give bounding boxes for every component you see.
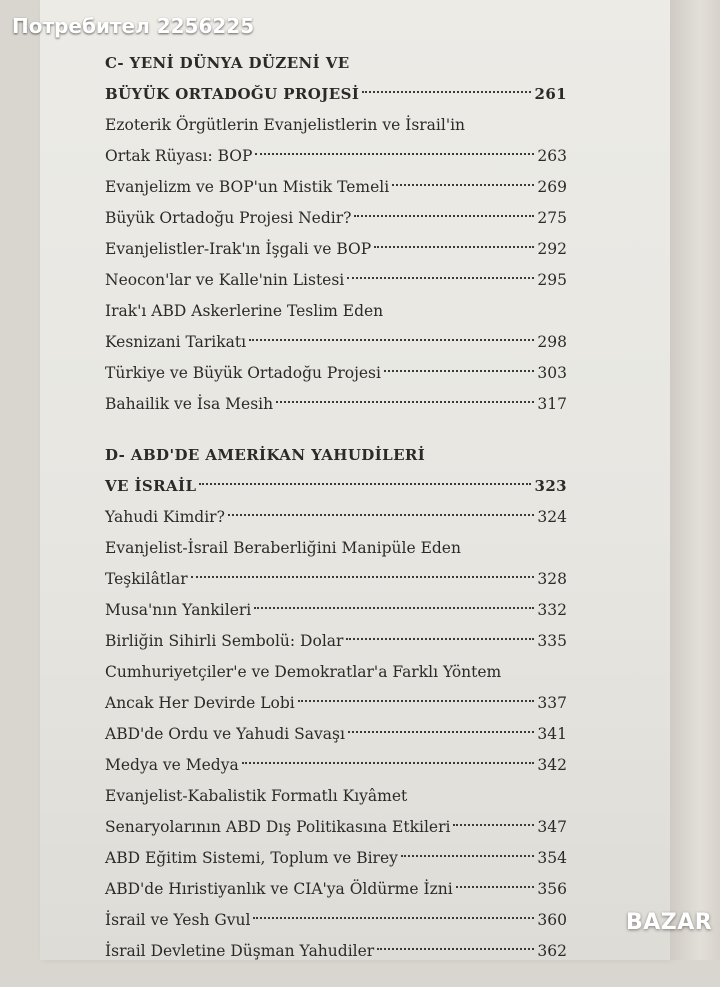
page-number: 335 xyxy=(537,632,567,650)
entry-title: Cumhuriyetçiler'e ve Demokratlar'a Farklı Yöntem xyxy=(105,663,502,681)
dot-leader xyxy=(346,638,534,640)
entry-title: Bahailik ve İsa Mesih xyxy=(105,395,274,413)
dot-leader xyxy=(362,91,531,93)
entry-title: Evanjelistler-Irak'ın İşgali ve BOP xyxy=(105,240,372,258)
dot-leader xyxy=(242,762,535,764)
dot-leader xyxy=(384,370,534,372)
dot-leader xyxy=(249,339,534,341)
dot-leader xyxy=(377,948,534,950)
toc-entry xyxy=(105,265,567,296)
page-number: 332 xyxy=(537,601,567,619)
section-heading-text: BÜYÜK ORTADOĞU PROJESİ xyxy=(105,85,360,103)
entry-title: Evanjelist-İsrail Beraberliğini Manipüle Eden xyxy=(105,539,461,557)
entry-title: Senaryolarının ABD Dış Politikasına Etkileri xyxy=(105,818,451,836)
entry-title: Evanjelist-Kabalistik Formatlı Kıyâmet xyxy=(105,787,408,805)
page-number: 362 xyxy=(537,942,567,960)
toc-entry xyxy=(105,874,567,905)
dot-leader xyxy=(228,514,535,516)
toc-entry-line xyxy=(105,141,567,172)
page-number: 263 xyxy=(537,147,567,165)
dot-leader xyxy=(348,731,534,733)
entry-title: Medya ve Medya xyxy=(105,756,239,774)
page-number: 360 xyxy=(537,911,567,929)
page-number: 324 xyxy=(537,508,567,526)
page-number: 341 xyxy=(537,725,567,743)
page-number: 356 xyxy=(537,880,567,898)
page-number: 354 xyxy=(537,849,567,867)
section-heading xyxy=(105,440,567,471)
page-edge xyxy=(670,0,720,960)
entry-title: ABD'de Ordu ve Yahudi Savaşı xyxy=(105,725,345,743)
entry-title: Büyük Ortadoğu Projesi Nedir? xyxy=(105,209,352,227)
toc-entry xyxy=(105,781,567,812)
page-number: 275 xyxy=(537,209,567,227)
entry-title: Neocon'lar ve Kalle'nin Listesi xyxy=(105,271,345,289)
dot-leader xyxy=(254,607,534,609)
entry-title: ABD'de Hıristiyanlık ve CIA'ya Öldürme İzni xyxy=(105,880,453,898)
page-number: 347 xyxy=(537,818,567,836)
toc-entry xyxy=(105,595,567,626)
toc-entry xyxy=(105,533,567,564)
toc-entry xyxy=(105,843,567,874)
section-heading xyxy=(105,48,567,79)
toc-entry xyxy=(105,296,567,327)
entry-title: Birliğin Sihirli Sembolü: Dolar xyxy=(105,632,344,650)
entry-title: Ezoterik Örgütlerin Evanjelistlerin ve İsrail'in xyxy=(105,116,466,134)
entry-title: İsrail Devletine Düşman Yahudiler xyxy=(105,942,375,960)
entry-title: Ortak Rüyası: BOP xyxy=(105,147,253,165)
toc-entry xyxy=(105,502,567,533)
page-number: 292 xyxy=(537,240,567,258)
page-number: 303 xyxy=(537,364,567,382)
entry-title: Kesnizani Tarikatı xyxy=(105,333,247,351)
page-number: 342 xyxy=(537,756,567,774)
entry-title: Türkiye ve Büyük Ortadoğu Projesi xyxy=(105,364,381,382)
toc-entry xyxy=(105,626,567,657)
toc-entry xyxy=(105,936,567,967)
page-number: 295 xyxy=(537,271,567,289)
section-heading-text: VE İSRAİL xyxy=(105,477,197,495)
section-heading-text: C- YENİ DÜNYA DÜZENİ VE xyxy=(105,54,350,72)
dot-leader xyxy=(456,886,535,888)
dot-leader xyxy=(276,401,534,403)
dot-leader xyxy=(401,855,535,857)
toc-entry xyxy=(105,657,567,688)
toc-entry xyxy=(105,719,567,750)
section-heading-line xyxy=(105,79,567,110)
toc-entry-line xyxy=(105,327,567,358)
page-number: 328 xyxy=(537,570,567,588)
toc-entry-line xyxy=(105,812,567,843)
entry-title: Irak'ı ABD Askerlerine Teslim Eden xyxy=(105,302,384,320)
dot-leader xyxy=(354,215,534,217)
toc-entry xyxy=(105,234,567,265)
page-number: 337 xyxy=(537,694,567,712)
toc-entry xyxy=(105,203,567,234)
entry-title: ABD Eğitim Sistemi, Toplum ve Birey xyxy=(105,849,398,867)
dot-leader xyxy=(392,184,534,186)
dot-leader xyxy=(199,483,531,485)
bazar-logo: BAZAR xyxy=(626,910,713,935)
table-of-contents xyxy=(105,48,567,987)
dot-leader xyxy=(255,153,534,155)
entry-title: Musa'nın Yankileri xyxy=(105,601,252,619)
section-heading-line xyxy=(105,471,567,502)
toc-entry xyxy=(105,172,567,203)
dot-leader xyxy=(298,700,535,702)
dot-leader xyxy=(253,917,534,919)
page-number: 317 xyxy=(537,395,567,413)
toc-section xyxy=(105,440,567,967)
uploader-watermark: Потребител 2256225 xyxy=(12,14,255,38)
toc-entry-line xyxy=(105,564,567,595)
toc-entry xyxy=(105,358,567,389)
dot-leader xyxy=(374,246,534,248)
entry-title: İsrail ve Yesh Gvul xyxy=(105,911,251,929)
page-number: 261 xyxy=(534,85,567,103)
page-number: 298 xyxy=(537,333,567,351)
toc-entry xyxy=(105,905,567,936)
dot-leader xyxy=(191,576,535,578)
toc-entry xyxy=(105,389,567,420)
entry-title: Yahudi Kimdir? xyxy=(105,508,225,526)
toc-entry-line xyxy=(105,688,567,719)
toc-entry xyxy=(105,110,567,141)
toc-entry xyxy=(105,750,567,781)
dot-leader xyxy=(453,824,534,826)
toc-section xyxy=(105,48,567,420)
section-heading-text: D- ABD'DE AMERİKAN YAHUDİLERİ xyxy=(105,446,426,464)
page-number: 323 xyxy=(534,477,567,495)
entry-title: Evanjelizm ve BOP'un Mistik Temeli xyxy=(105,178,390,196)
page-number: 269 xyxy=(537,178,567,196)
entry-title: Ancak Her Devirde Lobi xyxy=(105,694,295,712)
dot-leader xyxy=(347,277,534,279)
entry-title: Teşkilâtlar xyxy=(105,570,188,588)
